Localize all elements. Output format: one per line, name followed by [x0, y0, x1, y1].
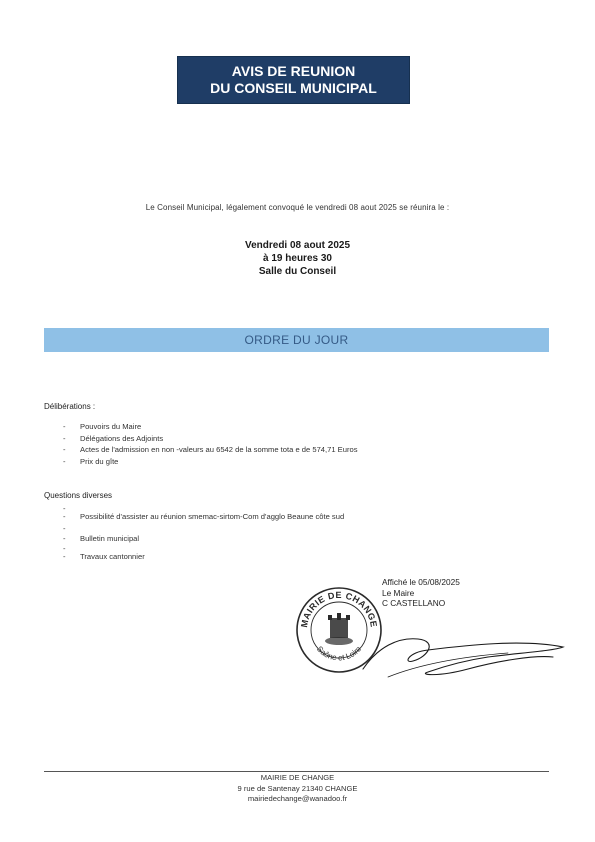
deliberations-label: Délibérations :	[44, 402, 96, 411]
questions-label: Questions diverses	[44, 491, 113, 500]
list-item: - Bulletin municipal	[63, 533, 344, 543]
posted-date: Affiché le 05/08/2025	[382, 577, 460, 587]
meeting-details	[0, 239, 595, 278]
footer-email: mairiedechange@wanadoo.fr	[247, 794, 348, 803]
list-item: - Actes de l'admission en non -valeurs au 6542 de la somme tota e de 574,71 Euros	[63, 444, 358, 456]
document-title	[178, 57, 409, 103]
castle-emblem-icon	[325, 613, 353, 645]
title-line-1: AVIS DE REUNION	[231, 63, 356, 79]
list-item	[63, 503, 344, 511]
title-line-2: DU CONSEIL MUNICIPAL	[210, 80, 377, 96]
mayor-name: C CASTELLANO	[382, 598, 446, 608]
meeting-place: Salle du Conseil	[258, 266, 337, 277]
list-item	[63, 523, 344, 533]
list-item	[63, 543, 344, 551]
meeting-date: Vendredi 08 aout 2025	[244, 240, 351, 251]
signature-block	[382, 577, 460, 609]
list-item: - Prix du gîte	[63, 456, 358, 468]
footer-address: 9 rue de Santenay 21340 CHANGE	[237, 783, 358, 793]
deliberations-list	[63, 421, 358, 467]
stamp-bottom-text: Saône et Loire	[314, 644, 364, 663]
meeting-time: à 19 heures 30	[263, 253, 332, 264]
footer-org: MAIRIE DE CHANGE	[260, 773, 335, 782]
agenda-title: ORDRE DU JOUR	[44, 328, 549, 352]
list-item: - Délégations des Adjoints	[63, 433, 358, 445]
list-item: - Possibilité d'assister au réunion smemac-sirtom-Com d'agglo Beaune côte sud	[63, 511, 344, 523]
mayor-role: Le Maire	[382, 587, 415, 598]
list-item: - Travaux cantonnier	[63, 551, 344, 563]
list-item: - Pouvoirs du Maire	[63, 421, 358, 433]
intro-text: Le Conseil Municipal, légalement convoqué le vendredi 08 aout 2025 se réunira le :	[145, 203, 450, 212]
questions-list	[63, 503, 344, 563]
footer-divider	[44, 771, 549, 772]
stamp-top-text: MAIRIE DE CHANGE	[298, 589, 379, 629]
svg-text:Saône et Loire	[315, 644, 364, 662]
mayor-signature	[358, 617, 573, 687]
footer	[0, 773, 595, 805]
